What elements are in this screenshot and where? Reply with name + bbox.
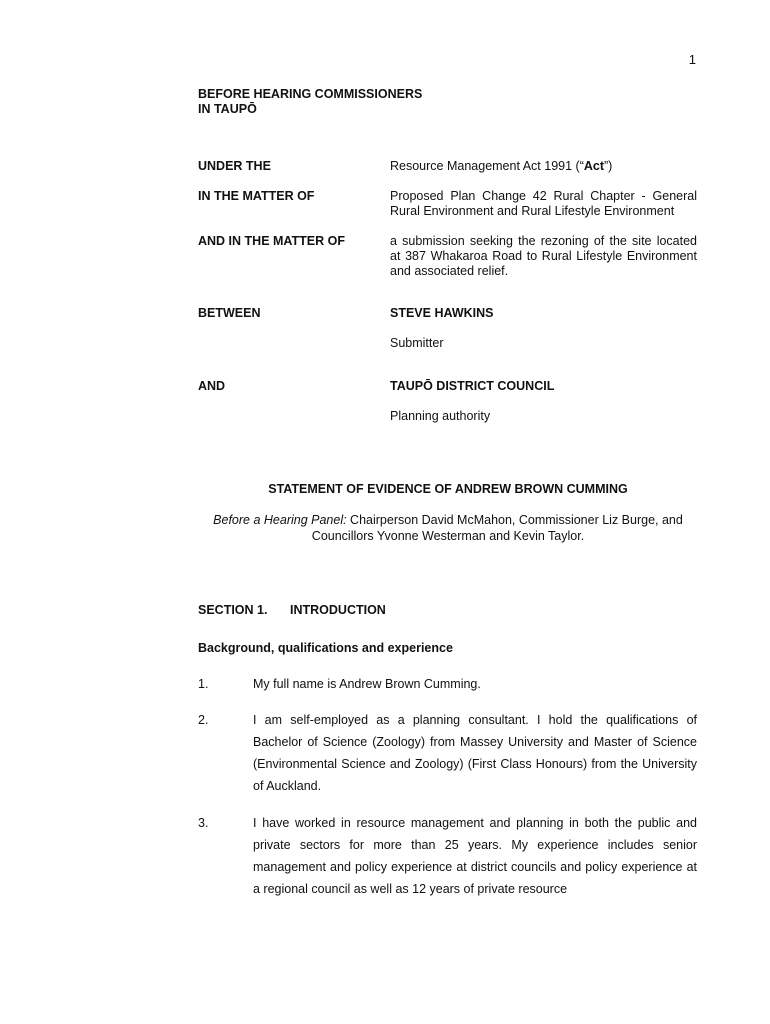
intitule-label-and: AND (198, 379, 226, 393)
hearing-panel (198, 512, 698, 544)
under-value-defined-term: Act (583, 159, 605, 173)
statement-title: STATEMENT OF EVIDENCE OF ANDREW BROWN CUMMING (268, 482, 628, 496)
section-title: INTRODUCTION (290, 603, 386, 617)
party-role-submitter: Submitter (390, 336, 444, 350)
intitule-label-under: UNDER THE (198, 159, 271, 173)
page-number: 1 (688, 52, 696, 67)
party-role-council: Planning authority (390, 409, 491, 423)
paragraph-text: I am self-employed as a planning consultant. I hold the qualifications of Bachelor of Science (Zoology) from Massey University and Master of Science (Environmental Science and Zoology) (First Class Honours) from the University of Auckland. (253, 713, 697, 793)
intitule-label-matter: IN THE MATTER OF (198, 189, 315, 203)
intitule-label-between: BETWEEN (198, 306, 261, 320)
hearing-panel-members: Chairperson David McMahon, Commissioner Liz Burge, and Councillors Yvonne Westerman and Kevin Taylor. (311, 513, 683, 543)
intitule-label-and-matter: AND IN THE MATTER OF (198, 234, 345, 248)
intitule-value-under (390, 159, 697, 174)
hearing-panel-intro: Before a Hearing Panel: (213, 513, 347, 527)
party-name-council: TAUPŌ DISTRICT COUNCIL (390, 379, 555, 393)
court-title-line-2: IN TAUPŌ (198, 102, 257, 116)
sub-heading: Background, qualifications and experience (198, 641, 453, 655)
paragraph-text: My full name is Andrew Brown Cumming. (253, 677, 481, 691)
court-title-line-1: BEFORE HEARING COMMISSIONERS (198, 87, 423, 101)
court-title (198, 87, 422, 117)
section-heading (198, 603, 386, 617)
intitule-value-matter: Proposed Plan Change 42 Rural Chapter - General Rural Environment and Rural Lifestyle Environment (390, 189, 697, 218)
intitule-value-and-matter: a submission seeking the rezoning of the site located at 387 Whakaroa Road to Rural Lifestyle Environment and associated relief. (390, 234, 697, 278)
section-number: SECTION 1. (198, 603, 268, 617)
paragraph-number: 2. (198, 713, 209, 727)
under-value-pre: Resource Management Act 1991 (“ (390, 159, 584, 173)
under-value-post: ”) (604, 159, 613, 173)
party-name-submitter: STEVE HAWKINS (390, 306, 494, 320)
paragraph-number: 1. (198, 677, 209, 691)
paragraph-text: I have worked in resource management and planning in both the public and private sectors for more than 25 years. My experience includes senior management and policy experience at district councils and policy experience at a regional council as well as 12 years of private resource (253, 816, 697, 896)
paragraph-number: 3. (198, 816, 209, 830)
